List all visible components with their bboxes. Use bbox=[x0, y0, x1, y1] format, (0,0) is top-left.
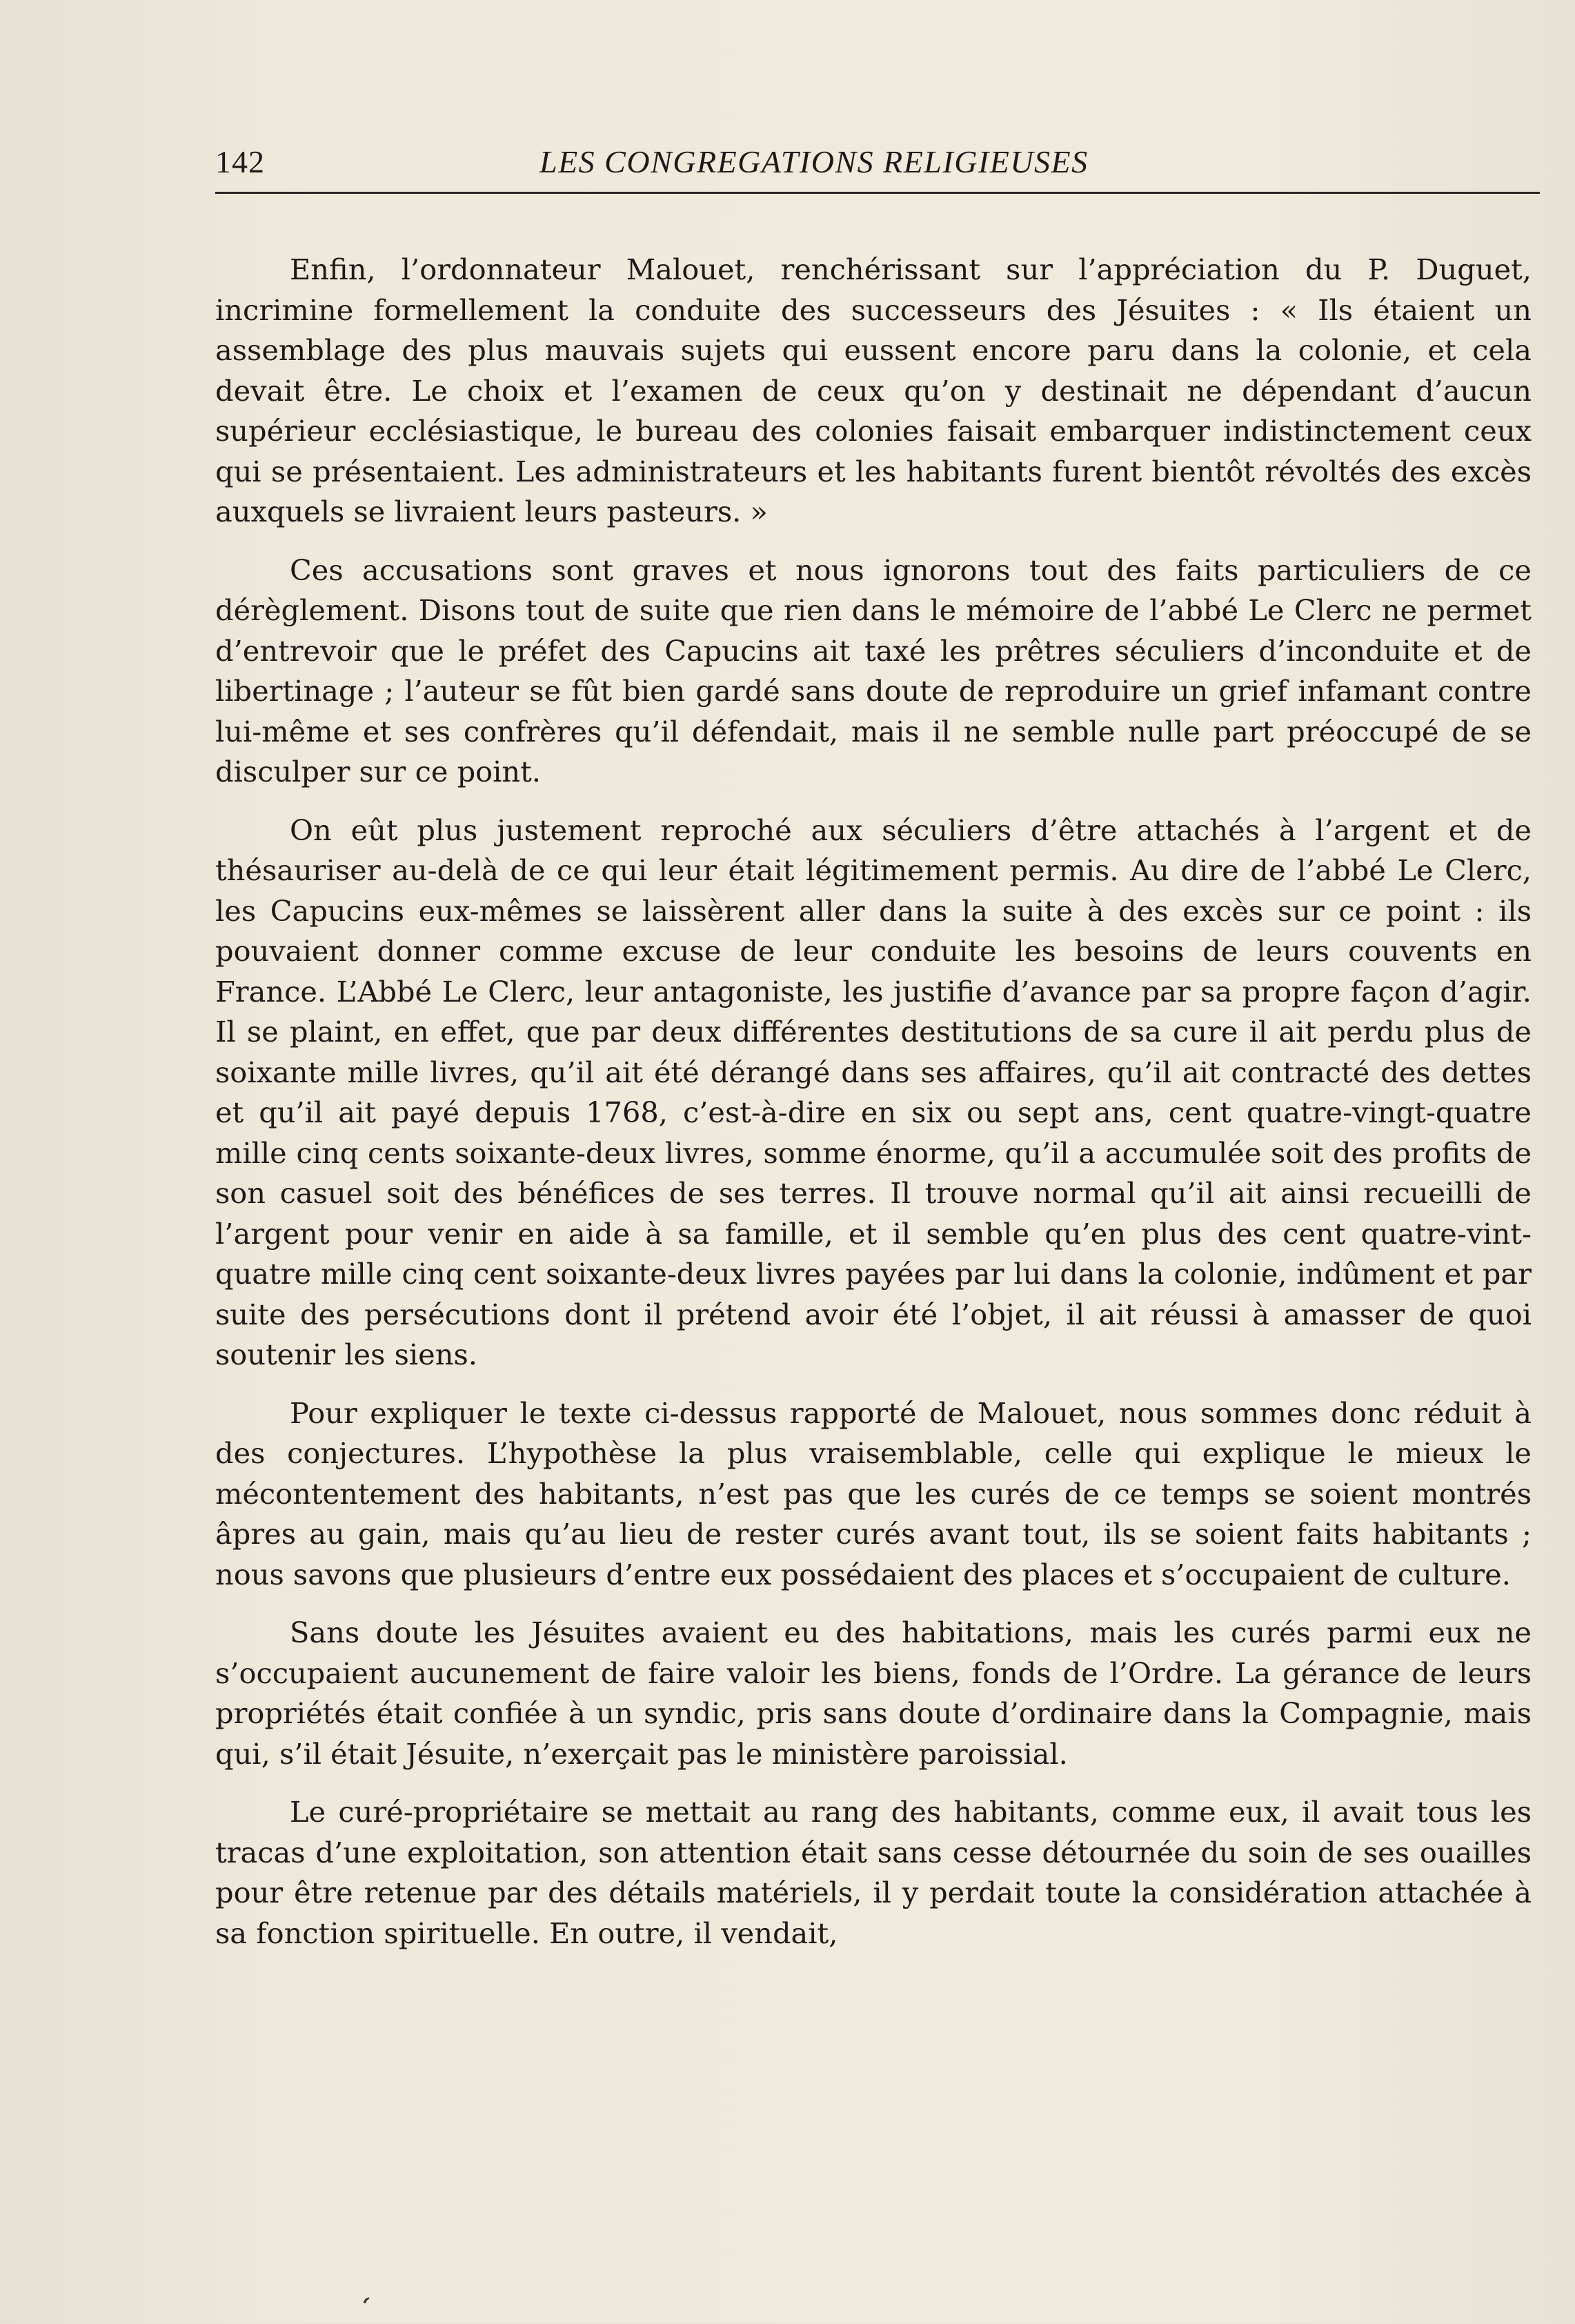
paragraph: Sans doute les Jésuites avaient eu des habitations, mais les curés parmi eux ne s’occupaient aucunement de faire valoir les biens, fonds de l’Ordre. La gérance de leurs propriétés était confiée à un syndic, pris sans doute d’ordinaire dans la Compagnie, mais qui, s’il était Jésuite, n’exerçait pas le ministère paroissial. bbox=[215, 1616, 1532, 1771]
page-number: 142 bbox=[215, 144, 265, 179]
margin-mark: ʻ bbox=[353, 2291, 373, 2324]
paragraph: Enfin, l’ordonnateur Malouet, renchérissant sur l’appréciation du P. Duguet, incrimine formellement la conduite des successeurs des Jésuites : « Ils étaient un assemblage des plus mauvais sujets qui eussent encore paru dans la colonie, et cela devait être. Le choix et l’examen de ceux qu’on y destinait ne dépendant d’aucun supérieur ecclésiastique, le bureau des colonies faisait embarquer indistinctement ceux qui se présentaient. Les administrateurs et les habitants furent bientôt révoltés des excès auxquels se livraient leurs pasteurs. » bbox=[215, 252, 1532, 528]
page-header bbox=[215, 135, 1540, 197]
paragraph: Le curé-propriétaire se mettait au rang des habitants, comme eux, il avait tous les tracas d’une exploitation, son attention était sans cesse détournée du soin de ses ouailles pour être retenue par des détails matériels, il y perdait toute la considération attachée à sa fonction spirituelle. En outre, il vendait, bbox=[215, 1795, 1532, 1950]
paragraph: Ces accusations sont graves et nous ignorons tout des faits particuliers de ce dérèglement. Disons tout de suite que rien dans le mémoire de l’abbé Le Clerc ne permet d’entrevoir que le préfet des Capucins ait taxé les prêtres séculiers d’inconduite et de libertinage ; l’auteur se fût bien gardé sans doute de reproduire un grief infamant contre lui-même et ses confrères qu’il défendait, mais il ne semble nulle part préoccupé de se disculper sur ce point. bbox=[215, 553, 1532, 788]
body-text bbox=[215, 250, 1532, 1972]
paragraph: Pour expliquer le texte ci-dessus rapporté de Malouet, nous sommes donc réduit à des conjectures. L’hypothèse la plus vraisemblable, celle qui explique le mieux le mécontentement des habitants, n’est pas que les curés de ce temps se soient montrés âpres au gain, mais qu’au lieu de rester curés avant tout, ils se soient faits habitants ; nous savons que plusieurs d’entre eux possédaient des places et s’occupaient de culture. bbox=[215, 1396, 1532, 1591]
paragraph: On eût plus justement reproché aux séculiers d’être attachés à l’argent et de thésauriser au-delà de ce qui leur était légitimement permis. Au dire de l’abbé Le Clerc, les Capucins eux-mêmes se laissèrent aller dans la suite à des excès sur ce point : ils pouvaient donner comme excuse de leur conduite les besoins de leurs couvents en France. L’Abbé Le Clerc, leur antagoniste, les justifie d’avance par sa propre façon d’agir. Il se plaint, en effet, que par deux différentes destitutions de sa cure il ait perdu plus de soixante mille livres, qu’il ait été dérangé dans ses affaires, qu’il ait contracté des dettes et qu’il ait payé depuis 1768, c’est-à-dire en six ou sept ans, cent quatre-vingt-quatre mille cinq cents soixante-deux livres, somme énorme, qu’il a accumulée soit des profits de son casuel soit des bénéfices de ses terres. Il trouve normal qu’il ait ainsi recueilli de l’argent pour venir en aide à sa famille, et il semble qu’en plus des cent quatre-vint-quatre mille cinq cent soixante-deux livres payées par lui dans la colonie, indûment et par suite des persécutions dont il prétend avoir été l’objet, il ait réussi à amasser de quoi soutenir les siens. bbox=[215, 813, 1532, 1371]
running-title: LES CONGREGATIONS RELIGIEUSES bbox=[539, 144, 1089, 179]
header-rule bbox=[215, 192, 1540, 194]
